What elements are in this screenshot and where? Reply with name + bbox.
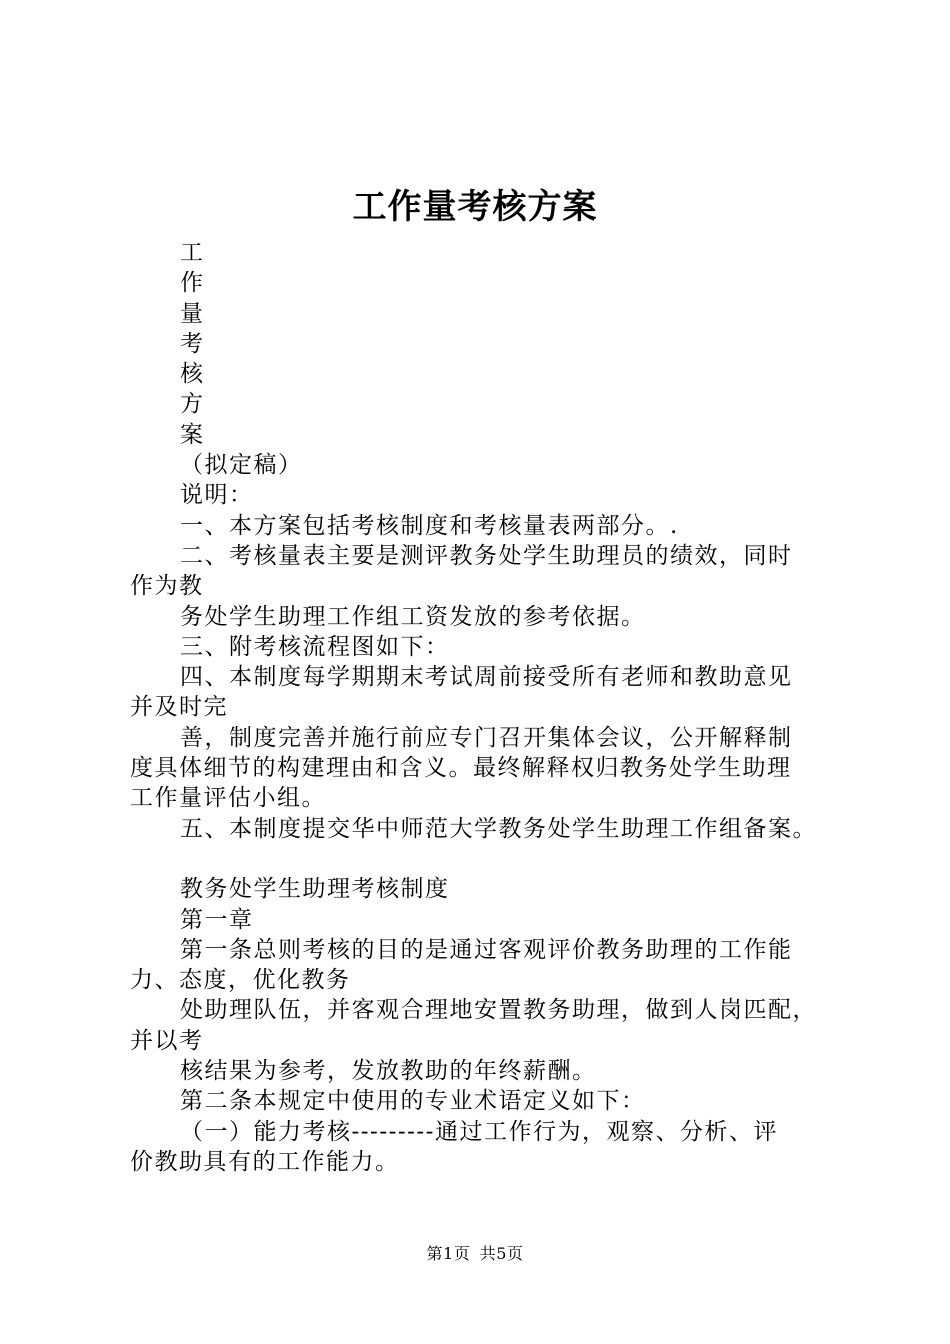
document-title: 工作量考核方案 bbox=[352, 187, 598, 227]
text-line: 考 bbox=[180, 330, 205, 357]
chapter-heading: 第一章 bbox=[180, 906, 254, 933]
text-line: 度具体细节的构建理由和含义。最终解释权归教务处学生助理 bbox=[130, 755, 792, 782]
blank-line bbox=[130, 844, 850, 874]
text-line: 核结果为参考，发放教助的年终薪酬。 bbox=[180, 1058, 597, 1085]
text-line: 价教助具有的工作能力。 bbox=[130, 1148, 400, 1175]
text-line: 工 bbox=[180, 240, 205, 266]
text-line: （一）能力考核---------通过工作行为，观察、分析、评 bbox=[180, 1118, 778, 1145]
section-heading: 教务处学生助理考核制度 bbox=[180, 876, 450, 903]
text-line: 量 bbox=[180, 300, 205, 327]
text-line: 作 bbox=[180, 270, 205, 297]
document-body bbox=[130, 238, 850, 1177]
text-line: 作为教 bbox=[130, 573, 204, 600]
text-line: 善，制度完善并施行前应专门召开集体会议，公开解释制 bbox=[180, 724, 793, 751]
text-line: 工作量评估小组。 bbox=[130, 785, 326, 812]
page-total: 共5页 bbox=[479, 1244, 524, 1263]
text-line: （拟定稿） bbox=[180, 452, 303, 479]
text-line: 核 bbox=[180, 361, 205, 388]
text-line: 二、考核量表主要是测评教务处学生助理员的绩效，同时 bbox=[180, 542, 793, 569]
text-line: 力、态度，优化教务 bbox=[130, 967, 351, 994]
text-line: 第二条本规定中使用的专业术语定义如下： bbox=[180, 1088, 646, 1115]
text-line: 并以考 bbox=[130, 1027, 204, 1054]
text-line: 五、本制度提交华中师范大学教务处学生助理工作组备案。 bbox=[180, 815, 817, 842]
text-line: 处助理队伍，并客观合理地安置教务助理，做到人岗匹配， bbox=[180, 997, 817, 1024]
text-line: 第一条总则考核的目的是通过客观评价教务助理的工作能 bbox=[180, 936, 793, 963]
text-line: 务处学生助理工作组工资发放的参考依据。 bbox=[180, 603, 646, 630]
text-line: 并及时完 bbox=[130, 694, 228, 721]
text-line: 四、本制度每学期期末考试周前接受所有老师和教助意见 bbox=[180, 664, 793, 691]
text-line: 方 bbox=[180, 391, 205, 418]
page-footer bbox=[0, 1243, 950, 1265]
text-line: 一、本方案包括考核制度和考核量表两部分。. bbox=[180, 512, 679, 539]
text-line: 案 bbox=[180, 421, 205, 448]
page-number: 第1页 bbox=[426, 1244, 471, 1263]
text-line: 三、附考核流程图如下： bbox=[180, 633, 450, 660]
text-line: 说明： bbox=[180, 482, 254, 509]
